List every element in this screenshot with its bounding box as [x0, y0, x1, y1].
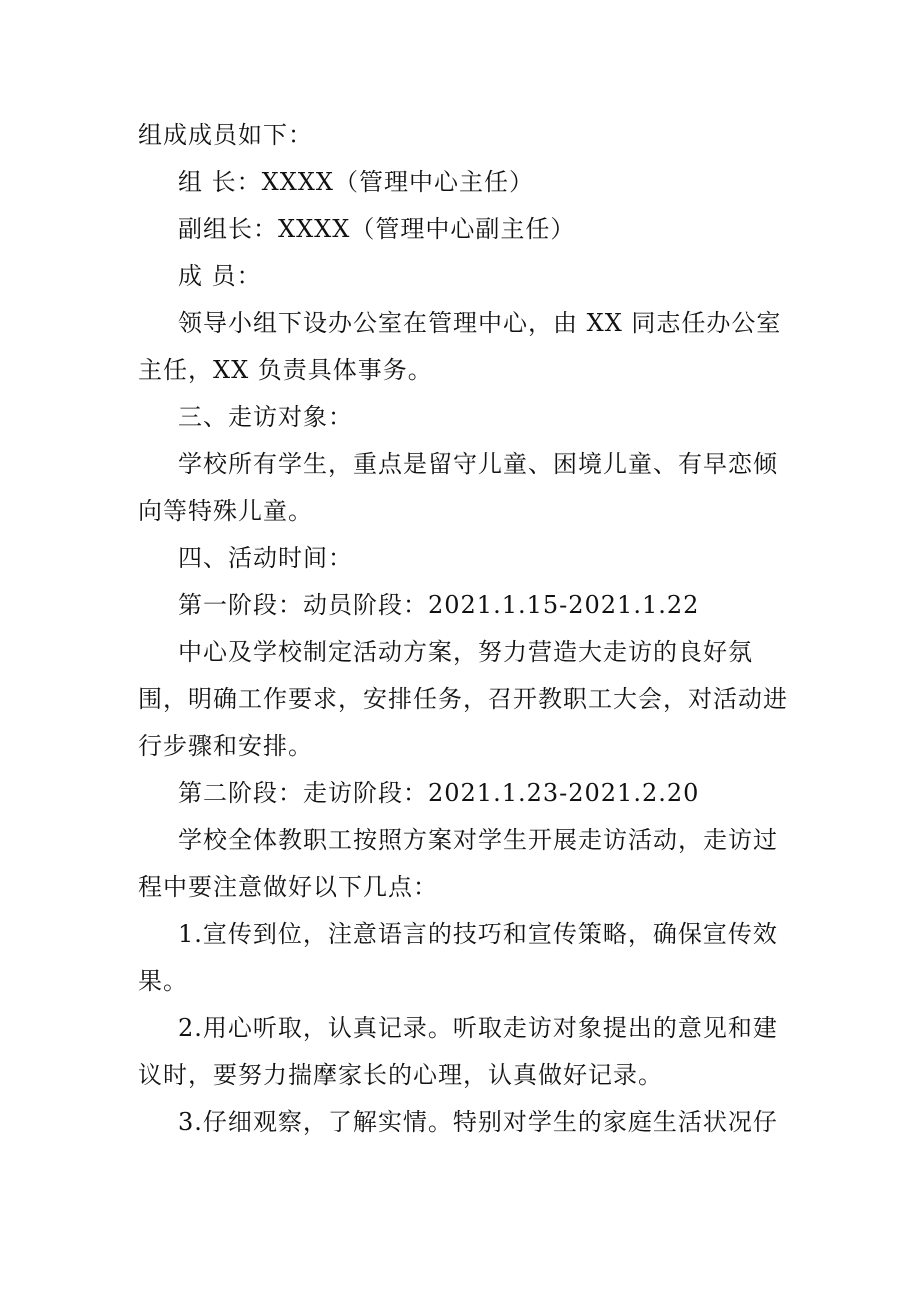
paragraph-stage-two: 第二阶段：走访阶段：2021.1.23-2021.2.20: [178, 779, 700, 807]
paragraph-office: 领导小组下设办公室在管理中心，由 XX 同志任办公室主任，XX 负责具体事务。: [138, 309, 782, 384]
list-item-publicity: 1.宣传到位，注意语言的技巧和宣传策略，确保宣传效果。: [138, 920, 778, 995]
list-item-observe: 3.仔细观察，了解实情。特别对学生的家庭生活状况仔: [178, 1108, 778, 1136]
paragraph-group-leader: 组 长：XXXX（管理中心主任）: [178, 168, 534, 196]
paragraph-members-intro: 组成成员如下：: [138, 121, 313, 149]
paragraph-visit-targets: 学校所有学生，重点是留守儿童、困境儿童、有早恋倾向等特殊儿童。: [138, 450, 778, 525]
heading-visit-targets: 三、走访对象：: [178, 403, 353, 431]
heading-activity-time: 四、活动时间：: [178, 544, 353, 572]
paragraph-stage-one-details: 中心及学校制定活动方案，努力营造大走访的良好氛围，明确工作要求，安排任务，召开教职工大会，对活动进行步骤和安排。: [138, 638, 788, 760]
paragraph-stage-two-details: 学校全体教职工按照方案对学生开展走访活动，走访过程中要注意做好以下几点：: [138, 826, 778, 901]
list-item-listen: 2.用心听取，认真记录。听取走访对象提出的意见和建议时，要努力揣摩家长的心理，认真做好记录。: [138, 1014, 778, 1089]
paragraph-stage-one: 第一阶段：动员阶段：2021.1.15-2021.1.22: [178, 591, 700, 619]
paragraph-members: 成 员：: [178, 262, 262, 290]
document-body: [138, 112, 788, 1146]
paragraph-deputy-leader: 副组长：XXXX（管理中心副主任）: [178, 215, 576, 243]
